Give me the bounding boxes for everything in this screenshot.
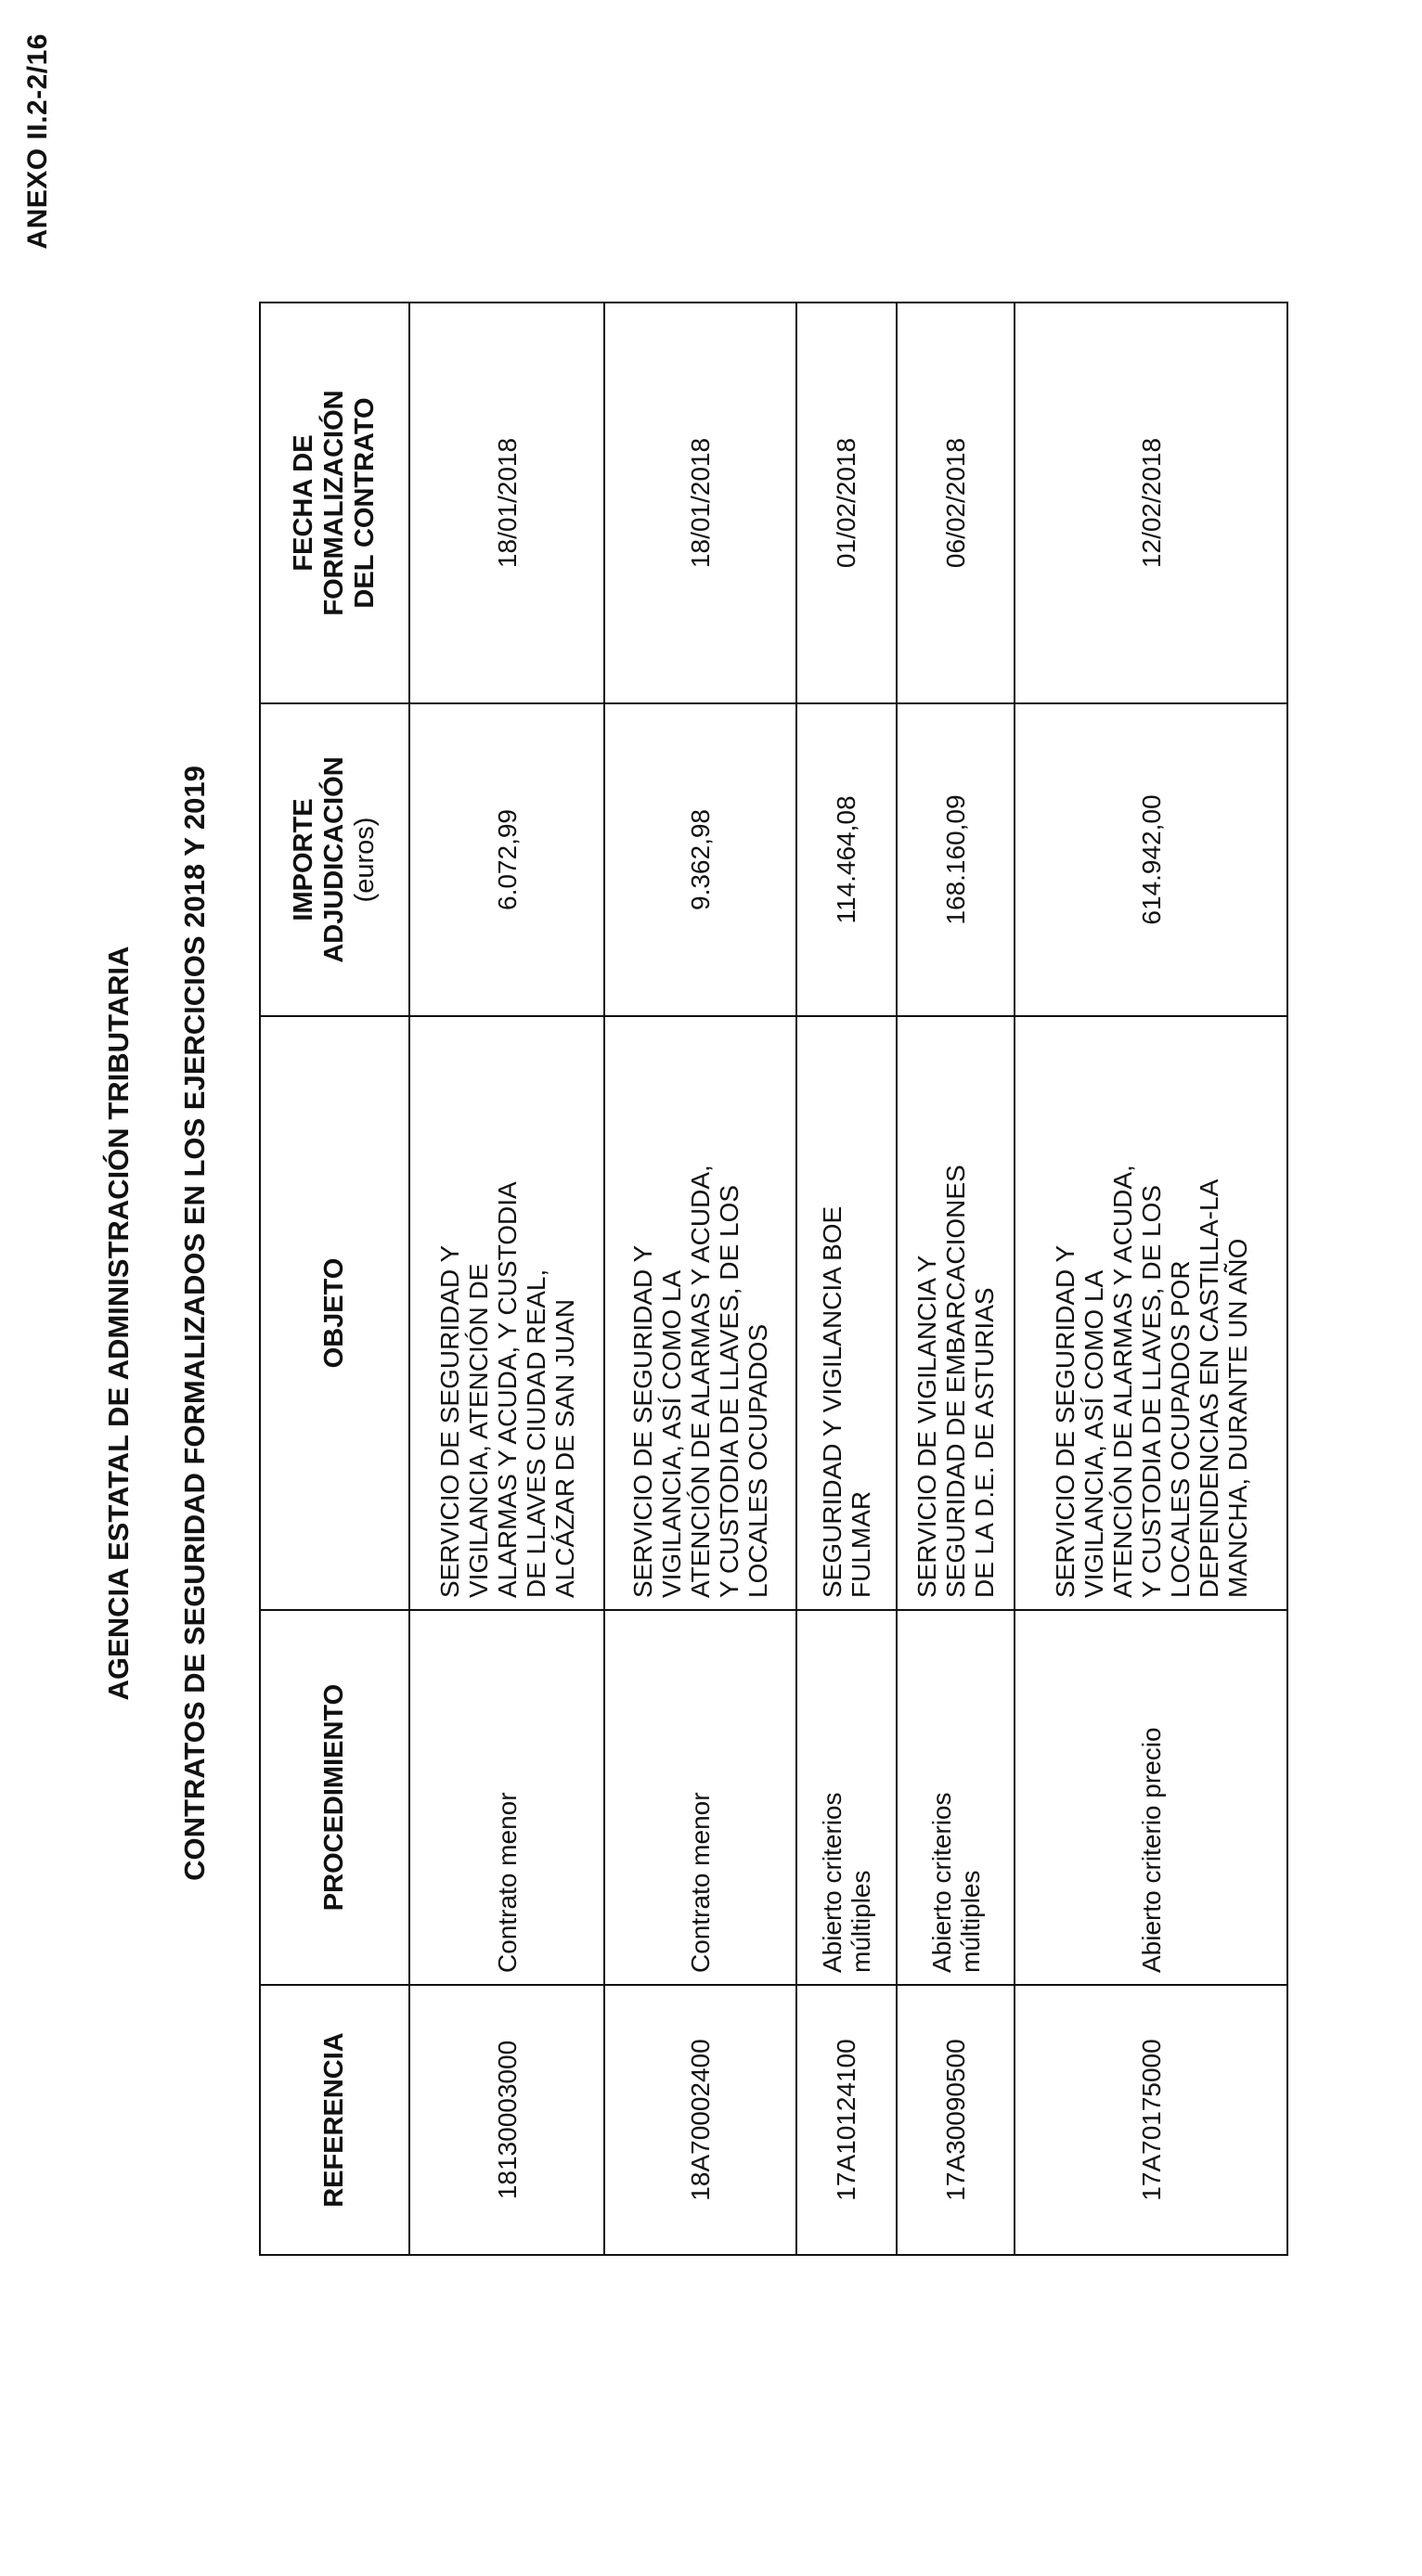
header-fecha-line: FECHA DE [289, 434, 318, 572]
cell-importe: 114.464,08 [796, 703, 898, 1016]
objeto-line: Y CUSTODIA DE LLAVES, DE LOS [1136, 1184, 1166, 1598]
objeto-line: ATENCIÓN DE ALARMAS Y ACUDA, [1107, 1165, 1137, 1598]
objeto-line: VIGILANCIA, ASÍ COMO LA [1079, 1269, 1108, 1598]
contracts-table [259, 302, 1288, 2256]
objeto-line: FULMAR [846, 1490, 875, 1598]
objeto-line: ALCÁZAR DE SAN JUAN [549, 1298, 579, 1598]
header-importe-line: IMPORTE [289, 798, 318, 921]
header-importe-line: ADJUDICACIÓN [319, 756, 349, 963]
procedimiento-line: Abierto criterio precio [1136, 1727, 1166, 1973]
objeto-line: Y CUSTODIA DE LLAVES, DE LOS [714, 1184, 743, 1598]
objeto-line: LOCALES OCUPADOS [743, 1323, 772, 1598]
procedimiento-line: Abierto criterios [926, 1792, 956, 1973]
objeto-line: ATENCIÓN DE ALARMAS Y ACUDA, [685, 1165, 715, 1598]
cell-referencia: 17A30090500 [897, 1985, 1015, 2255]
header-importe-unit: (euros) [350, 817, 380, 903]
cell-fecha: 06/02/2018 [897, 303, 1015, 703]
cell-objeto [604, 1016, 795, 1610]
cell-fecha: 18/01/2018 [409, 303, 604, 703]
cell-importe: 9.362,98 [604, 703, 795, 1016]
table-row [604, 303, 795, 2255]
cell-referencia: 17A10124100 [796, 1985, 898, 2255]
table-row [1015, 303, 1287, 2255]
header-fecha [260, 303, 409, 703]
procedimiento-line: múltiples [955, 1870, 985, 1973]
cell-objeto [897, 1016, 1015, 1610]
objeto-line: SERVICIO DE VIGILANCIA Y [912, 1255, 942, 1598]
cell-fecha: 12/02/2018 [1015, 303, 1287, 703]
objeto-line: SEGURIDAD Y VIGILANCIA BOE [817, 1205, 847, 1598]
cell-procedimiento [897, 1610, 1015, 1985]
cell-referencia: 18A70002400 [604, 1985, 795, 2255]
objeto-line: SERVICIO DE SEGURIDAD Y [1050, 1244, 1079, 1598]
objeto-line: SEGURIDAD DE EMBARCACIONES [941, 1165, 971, 1598]
table-row [897, 303, 1015, 2255]
annex-label: ANEXO II.2-2/16 [22, 33, 53, 250]
document-subtitle: CONTRATOS DE SEGURIDAD FORMALIZADOS EN LOS EJERCICIOS 2018 Y 2019 [178, 766, 211, 1881]
objeto-line: DEPENDENCIAS EN CASTILLA-LA [1194, 1179, 1223, 1598]
cell-procedimiento [1015, 1610, 1287, 1985]
cell-procedimiento [604, 1610, 795, 1985]
cell-objeto [796, 1016, 898, 1610]
procedimiento-line: Contrato menor [685, 1792, 715, 1973]
cell-importe: 614.942,00 [1015, 703, 1287, 1016]
procedimiento-line: múltiples [846, 1870, 875, 1973]
header-fecha-line: DEL CONTRATO [350, 397, 380, 609]
procedimiento-line: Contrato menor [492, 1792, 522, 1973]
objeto-line: VIGILANCIA, ASÍ COMO LA [656, 1269, 686, 1598]
cell-fecha: 01/02/2018 [796, 303, 898, 703]
procedimiento-line: Abierto criterios [817, 1792, 847, 1973]
header-procedimiento: PROCEDIMIENTO [260, 1610, 409, 1985]
header-objeto: OBJETO [260, 1016, 409, 1610]
document-title: AGENCIA ESTATAL DE ADMINISTRACIÓN TRIBUTARIA [102, 946, 135, 1701]
table-row [796, 303, 898, 2255]
cell-importe: 6.072,99 [409, 703, 604, 1016]
cell-procedimiento [796, 1610, 898, 1985]
objeto-line: DE LA D.E. DE ASTURIAS [970, 1287, 1000, 1598]
header-referencia: REFERENCIA [260, 1985, 409, 2255]
objeto-line: MANCHA, DURANTE UN AÑO [1222, 1238, 1252, 1598]
objeto-line: LOCALES OCUPADOS POR [1165, 1260, 1195, 1598]
objeto-line: DE LLAVES CIUDAD REAL, [521, 1269, 550, 1598]
objeto-line: SERVICIO DE SEGURIDAD Y [434, 1244, 464, 1598]
cell-objeto [409, 1016, 604, 1610]
cell-fecha: 18/01/2018 [604, 303, 795, 703]
cell-procedimiento [409, 1610, 604, 1985]
objeto-line: SERVICIO DE SEGURIDAD Y [627, 1244, 657, 1598]
cell-importe: 168.160,09 [897, 703, 1015, 1016]
objeto-line: VIGILANCIA, ATENCIÓN DE [463, 1263, 493, 1598]
header-importe [260, 703, 409, 1016]
objeto-line: ALARMAS Y ACUDA, Y CUSTODIA [492, 1181, 522, 1598]
cell-referencia: 17A70175000 [1015, 1985, 1287, 2255]
table-row [409, 303, 604, 2255]
cell-referencia: 18130003000 [409, 1985, 604, 2255]
cell-objeto [1015, 1016, 1287, 1610]
header-fecha-line: FORMALIZACIÓN [319, 390, 349, 616]
table-header-row [260, 303, 409, 2255]
